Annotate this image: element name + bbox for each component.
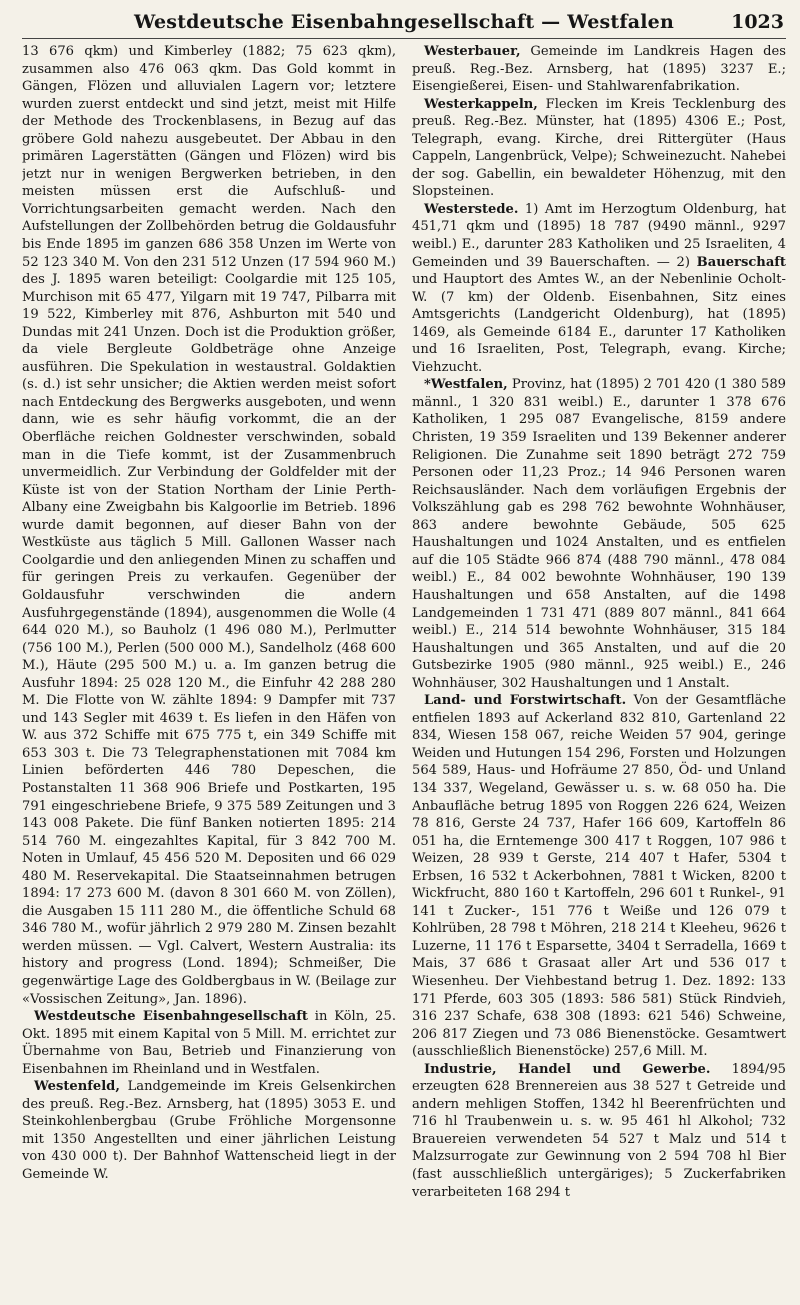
entry-headword: Westenfeld, — [34, 1079, 120, 1095]
header-title: Westdeutsche Eisenbahngesellschaft — Westfalen — [134, 11, 674, 33]
section-heading: Land- und Forstwirtschaft. — [424, 693, 627, 709]
entry-headword: Westerkappeln, — [424, 96, 538, 112]
section-text: 1894/95 erzeugten 628 Brennereien aus 38 527 t Getreide und andern mehligen Stoffen, 1342 hl Beerenfrüchten und 716 hl Traubenwein u. s. w. 95 461 hl Alkohol; 732 Brauereien verwendeten 54 527 t Malz und 514 t Malzsurrogate zur Gewinnung von 2 594 708 hl Bier (fast ausschließlich untergäriges); 5 Zuckerfabriken verarbeiteten 168 294 t — [412, 1061, 786, 1200]
entry-westfalen — [412, 376, 786, 692]
entry-westerbauer — [412, 43, 786, 96]
section-text: Von der Gesamtfläche entfielen 1893 auf Ackerland 832 810, Gartenland 22 834, Wiesen 158 067, reiche Weiden 57 904, geringe Weiden und Hutungen 154 296, Forsten und Holzungen 564 589, Haus- und Hofräume 27 850, Öd- und Unland 134 337, Wegeland, Gewässer u. s. w. 68 050 ha. Die Anbaufläche betrug 1895 von Roggen 226 624, Weizen 78 816, Gerste 24 737, Hafer 166 609, Kartoffeln 86 051 ha, die Erntemenge 300 417 t Roggen, 107 986 t Weizen, 28 939 t Gerste, 214 407 t Hafer, 5304 t Erbsen, 16 532 t Ackerbohnen, 7881 t Wicken, 8200 t Wickfrucht, 880 160 t Kartoffeln, 296 601 t Runkel-, 91 141 t Zucker-, 151 776 t Weiße und 126 079 t Kohlrüben, 28 798 t Möhren, 218 214 t Kleeheu, 9626 t Luzerne, 11 176 t Esparsette, 3404 t Serradella, 1669 t Mais, 37 686 t Grasaat aller Art und 536 017 t Wiesenheu. Der Viehbestand betrug 1. Dez. 1892: 133 171 Pferde, 603 305 (1893: 586 581) Stück Rindvieh, 316 237 Schafe, 638 308 (1893: 621 546) Schweine, 206 817 Ziegen und 73 086 Bienenstöcke. Gesamtwert (ausschließlich Bienenstöcke) 257,6 Mill. M. — [412, 693, 786, 1060]
page-number: 1023 — [731, 11, 784, 33]
entry-subheading: Bauerschaft — [696, 254, 786, 270]
entry-continuation: 13 676 qkm) und Kimberley (1882; 75 623 qkm), zusammen also 476 063 qkm. Das Gold kommt in Gängen, Flözen und alluvialen Lagern vor; letztere wurden zuerst entdeckt und sind jetzt, meist mit Hilfe der Methode des Trockenblasens, in Bezug auf das gröbere Gold nahezu ausgebeutet. Der Abbau in den primären Lagerstätten (Gängen und Flözen) wird bis jetzt nur in wenigen Bergwerken betrieben, in den meisten müssen erst die Aufschluß- und Vorrichtungsarbeiten gemacht werden. Nach den Aufstellungen der Zollbehörden betrug die Goldausfuhr bis Ende 1895 im ganzen 686 358 Unzen im Werte von 52 123 340 M. Von den 231 512 Unzen (17 594 960 M.) des J. 1895 waren beteiligt: Coolgardie mit 125 105, Murchison mit 65 477, Yilgarn mit 19 747, Pilbarra mit 19 522, Kimberley mit 876, Ashburton mit 540 und Dundas mit 241 Unzen. Doch ist die Produktion größer, da viele Bergleute Goldbeträge ohne Anzeige ausführen. Die Spekulation in westaustral. Goldaktien (s. d.) ist sehr unsicher; die Aktien werden meist sofort nach Entdeckung des Bergwerks ausgeboten, und wenn dann, wie es sehr häufig vorkommt, die an der Oberfläche reichen Goldnester verschwinden, sobald man in die Tiefe kommt, ist der Zusammenbruch unvermeidlich. Zur Verbindung der Goldfelder mit der Küste ist von der Station Northam der Linie Perth-Albany eine Zweigbahn bis Kalgoorlie im Betrieb. 1896 wurde damit begonnen, auf dieser Bahn von der Westküste aus täglich 5 Mill. Gallonen Wasser nach Coolgardie und den anliegenden Minen zu schaffen und für geringen Preis zu verkaufen. Gegenüber der Goldausfuhr verschwinden die andern Ausfuhrgegenstände (1894), ausgenommen die Wolle (4 644 020 M.), so Bauholz (1 496 080 M.), Perlmutter (756 100 M.), Perlen (500 000 M.), Sandelholz (468 600 M.), Häute (295 500 M.) u. a. Im ganzen betrug die Ausfuhr 1894: 25 028 120 M., die Einfuhr 42 288 280 M. Die Flotte von W. zählte 1894: 9 Dampfer mit 737 und 143 Segler mit 4639 t. Es liefen in den Häfen von W. aus 372 Schiffe mit 675 775 t, ein 349 Schiffe mit 653 303 t. Die 73 Telegraphenstationen mit 7084 km Linien beförderten 446 780 Depeschen, die Postanstalten 11 368 906 Briefe und Postkarten, 195 791 eingeschriebene Briefe, 9 375 589 Zeitungen und 3 143 008 Pakete. Die fünf Banken notierten 1895: 214 514 760 M. eingezahltes Kapital, für 3 842 700 M. Noten in Umlauf, 45 456 520 M. Depositen und 66 029 480 M. Reservekapital. Die Staatseinnahmen betrugen 1894: 17 273 600 M. (davon 8 301 660 M. von Zöllen), die Ausgaben 15 111 280 M., die öffentliche Schuld 68 346 780 M., wofür jährlich 2 979 280 M. Zinsen bezahlt werden müssen. — Vgl. Calvert, Western Australia: its history and progress (Lond. 1894); Schmeißer, Die gegenwärtige Lage des Goldbergbaus in W. (Beilage zur «Vossischen Zeitung», Jan. 1896). — [22, 44, 396, 1007]
entry-westerstede — [412, 201, 786, 376]
entry-headword: Westerbauer, — [424, 44, 521, 59]
entry-headword: Westerstede. — [424, 201, 519, 217]
section-industrie-handel-gewerbe — [412, 1061, 786, 1201]
entry-text: Flecken im Kreis Tecklenburg des preuß. Reg.-Bez. Münster, hat (1895) 4306 E.; Post, Telegraph, evang. Kirche, drei Rittergüter (Haus Cappeln, Langenbrück, Velpe); Schweinezucht. Nahebei der sog. Gabellin, ein bewaldeter Höhenzug, mit den Slopsteinen. — [412, 96, 786, 200]
entry-westenfeld — [22, 1078, 396, 1183]
entry-text: und Hauptort des Amtes W., an der Nebenlinie Ocholt-W. (7 km) der Oldenb. Eisenbahnen, Sitz eines Amtsgerichts (Landgericht Oldenburg), hat (1895) 1469, als Gemeinde 6184 E., darunter 17 Katholiken und 16 Israeliten, Post, Telegraph, evang. Kirche; Viehzucht. — [412, 272, 786, 375]
running-header — [22, 0, 786, 39]
entry-text: 1) Amt im Herzogtum Oldenburg, hat 451,71 qkm und (1895) 18 787 (9490 männl., 9297 weibl.) E., darunter 283 Katholiken und 25 Israeliten, 4 Gemeinden und 39 Bauerschaften. — 2) — [412, 201, 786, 270]
entry-text: in Köln, 25. Okt. 1895 mit einem Kapital von 5 Mill. M. errichtet zur Übernahme von Bau, Betrieb und Finanzierung von Eisenbahnen im Rheinland und in Westfalen. — [22, 1009, 396, 1077]
section-land-forstwirtschaft — [412, 692, 786, 1060]
left-column — [22, 43, 396, 1293]
right-column — [412, 43, 786, 1293]
entry-westerkappeln — [412, 96, 786, 201]
entry-headword: *Westfalen, — [424, 377, 508, 393]
text-columns — [22, 43, 786, 1293]
entry-headword: Westdeutsche Eisenbahngesellschaft — [34, 1009, 308, 1025]
entry-text: Provinz, hat (1895) 2 701 420 (1 380 589 männl., 1 320 831 weibl.) E., darunter 1 378 676 Katholiken, 1 295 087 Evangelische, 8159 andere Christen, 19 359 Israeliten und 139 Bekenner anderer Religionen. Die Zunahme seit 1890 beträgt 272 759 Personen oder 11,23 Proz.; 14 946 Personen waren Reichsausländer. Nach dem vorläufigen Ergebnis der Volkszählung gab es 298 762 bewohnte Wohnhäuser, 863 andere bewohnte Gebäude, 505 625 Haushaltungen und 1024 Anstalten, und es entfielen auf die 105 Städte 966 874 (488 790 männl., 478 084 weibl.) E., 84 002 bewohnte Wohnhäuser, 190 139 Haushaltungen und 658 Anstalten, auf die 1498 Landgemeinden 1 731 471 (889 807 männl., 841 664 weibl.) E., 214 514 bewohnte Wohnhäuser, 315 184 Haushaltungen und 365 Anstalten, und auf die 20 Gutsbezirke 1905 (980 männl., 925 weibl.) E., 246 Wohnhäuser, 302 Haushaltungen und 1 Anstalt. — [412, 377, 786, 691]
entry-westdeutsche-eisenbahngesellschaft — [22, 1008, 396, 1078]
section-heading: Industrie, Handel und Gewerbe. — [424, 1061, 711, 1077]
entry-text: Gemeinde im Landkreis Hagen des preuß. Reg.-Bez. Arnsberg, hat (1895) 3237 E.; Eisengießerei, Eisen- und Stahlwarenfabrikation. — [412, 44, 786, 95]
entry-text: Landgemeinde im Kreis Gelsenkirchen des preuß. Reg.-Bez. Arnsberg, hat (1895) 3053 E. und Steinkohlenbergbau (Grube Fröhliche Morgensonne mit 1350 Angestellten und einer jährlichen Leistung von 430 000 t). Der Bahnhof Wattenscheid liegt in der Gemeinde W. — [22, 1079, 396, 1182]
